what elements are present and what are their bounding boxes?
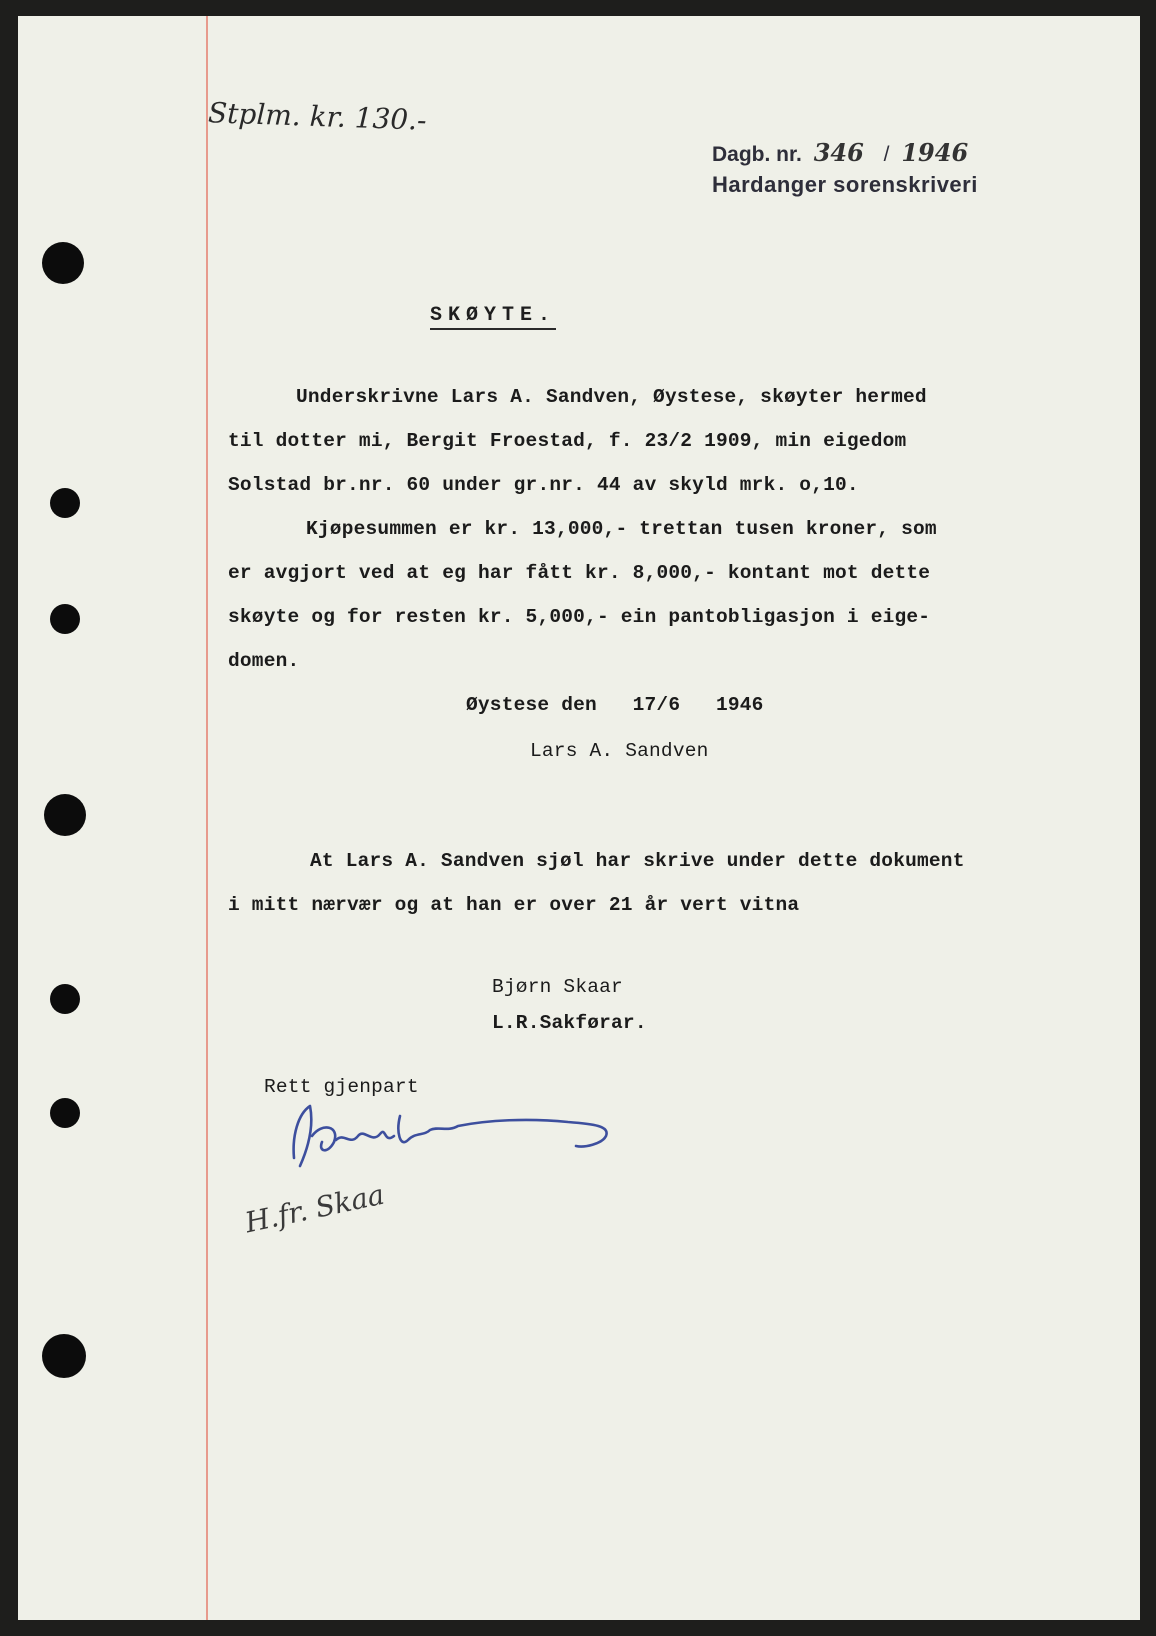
body-line-5: er avgjort ved at eg har fått kr. 8,000,- kontant mot dette — [228, 562, 931, 584]
witness-title: L.R.Sakførar. — [492, 1012, 647, 1034]
stamp-number: 346 — [813, 138, 864, 167]
punch-hole-3 — [50, 604, 80, 634]
document-page — [18, 16, 1140, 1620]
red-margin-line — [206, 16, 208, 1620]
punch-hole-5 — [50, 984, 80, 1014]
diary-stamp-line2: Hardanger sorenskriveri — [712, 172, 978, 197]
punch-hole-2 — [50, 488, 80, 518]
body-line-7: domen. — [228, 650, 300, 672]
punch-hole-6 — [50, 1098, 80, 1128]
stamp-separator: / — [883, 143, 890, 166]
body-line-2: til dotter mi, Bergit Froestad, f. 23/2 1909, min eigedom — [228, 430, 907, 452]
witness-line-1: At Lars A. Sandven sjøl har skrive under dette dokument — [310, 850, 965, 872]
body-line-1: Underskrivne Lars A. Sandven, Øystese, skøyter hermed — [296, 386, 927, 408]
stamp-year: 1946 — [901, 138, 969, 167]
body-line-6: skøyte og for resten kr. 5,000,- ein pantobligasjon i eige- — [228, 606, 931, 628]
witness-name: Bjørn Skaar — [492, 976, 623, 998]
place-and-date: Øystese den 17/6 1946 — [466, 694, 764, 716]
diary-stamp-line1 — [712, 138, 968, 167]
punch-hole-7 — [42, 1334, 86, 1378]
signature-scribble — [288, 1096, 628, 1186]
handwritten-initials: H.fr. Skaa — [242, 1177, 388, 1240]
copy-note: Rett gjenpart — [264, 1076, 419, 1098]
body-line-3: Solstad br.nr. 60 under gr.nr. 44 av skyld mrk. o,10. — [228, 474, 859, 496]
stamp-duty-note: Stplm. kr. 130.- — [207, 96, 428, 137]
witness-line-2: i mitt nærvær og at han er over 21 år vert vitna — [228, 894, 800, 916]
body-line-4: Kjøpesummen er kr. 13,000,- trettan tusen kroner, som — [306, 518, 937, 540]
stamp-prefix: Dagb. nr. — [712, 143, 802, 166]
signer-name: Lars A. Sandven — [530, 740, 709, 762]
punch-hole-1 — [42, 242, 84, 284]
punch-hole-4 — [44, 794, 86, 836]
document-title: SKØYTE. — [430, 304, 556, 330]
